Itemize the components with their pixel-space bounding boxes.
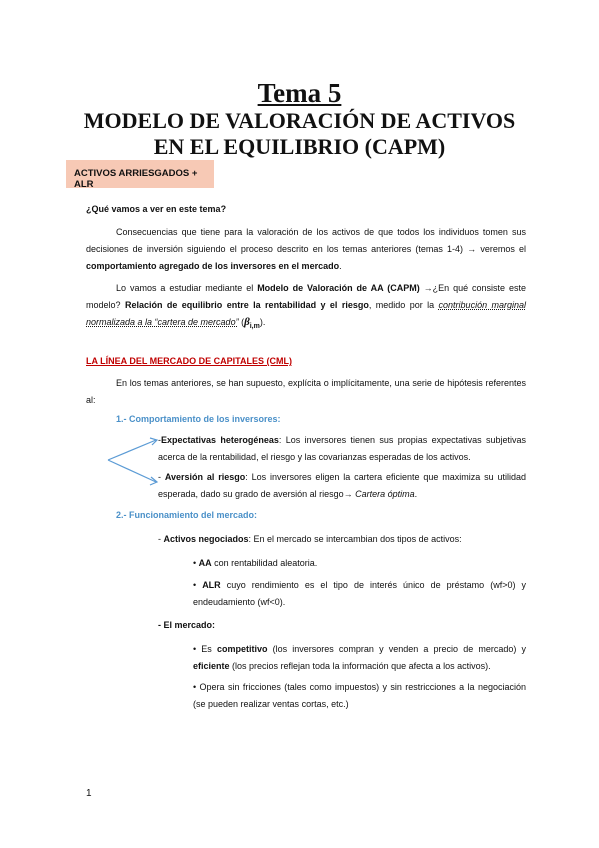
paragraph-consecuencias bbox=[86, 224, 526, 275]
main-title-line1: MODELO DE VALORACIÓN DE ACTIVOS bbox=[83, 108, 516, 133]
p1-text: Consecuencias que tiene para la valoración de los activos de que todos los individuos tomen sus decisiones de inversión siguiendo el proceso descrito en los temas anteriores (temas 1-4) → veremos el bbox=[86, 227, 526, 254]
page-number: 1 bbox=[86, 788, 92, 799]
beta-symbol: β bbox=[244, 316, 250, 328]
item2-dash: - bbox=[158, 472, 165, 482]
bullet1-bold: AA bbox=[198, 558, 212, 568]
s2-item1-text: : En el mercado se intercambian dos tipos de activos: bbox=[248, 534, 462, 544]
item1-dash: - bbox=[158, 435, 161, 445]
item-expectativas bbox=[158, 432, 526, 466]
item1-bold: Expectativas heterogéneas bbox=[161, 435, 279, 445]
bullet3-text-a: • Es bbox=[193, 644, 217, 654]
bullet3-text-e: (los precios reflejan toda la información que afecta a los activos). bbox=[229, 661, 491, 671]
p1-bold: comportamiento agregado de los inversores en el mercado bbox=[86, 261, 340, 271]
item2-text: : Los inversores eligen la cartera eficiente que maximiza su utilidad esperada, dado su grado de aversión al riesgo→ bbox=[158, 472, 526, 499]
section-badge bbox=[66, 160, 214, 188]
tema-title: Tema 5 bbox=[257, 78, 342, 108]
section1-heading: 1.- Comportamiento de los inversores: bbox=[116, 414, 281, 424]
p2-text-j: ). bbox=[259, 317, 266, 327]
bullet3-bold-competitivo: competitivo bbox=[216, 644, 268, 654]
item-activos-negociados bbox=[158, 531, 526, 548]
p2-bold-relacion: Relación de equilibrio entre la rentabilidad y el riesgo bbox=[124, 300, 369, 310]
bullet-aa bbox=[193, 555, 526, 572]
item-el-mercado: - El mercado: bbox=[158, 620, 216, 630]
cml-heading: LA LÍNEA DEL MERCADO DE CAPITALES (CML) bbox=[86, 356, 292, 366]
p2-text-a: Lo vamos a estudiar mediante el bbox=[116, 283, 258, 293]
bullet3-bold-eficiente: eficiente bbox=[193, 661, 230, 671]
paragraph-hipotesis: En los temas anteriores, se han supuesto, explícita o implícitamente, una serie de hipótesis referentes al: bbox=[86, 378, 526, 405]
item-aversion bbox=[158, 469, 526, 503]
bullet1-mark: • bbox=[193, 558, 199, 568]
p2-text-e: , medido por la bbox=[368, 300, 439, 310]
item2-end: . bbox=[414, 489, 418, 499]
section2-heading: 2.- Funcionamiento del mercado: bbox=[116, 510, 258, 520]
p2-italic-contribucion: contribución marginal normalizada a la “cartera de mercado” bbox=[86, 300, 527, 327]
branch-arrow-icon bbox=[104, 432, 160, 492]
bullet2-text: cuyo rendimiento es el tipo de interés único de préstamo (wf>0) y endeudamiento (wf<0). bbox=[193, 580, 526, 607]
bullet2-bold: ALR bbox=[202, 580, 221, 590]
question-heading: ¿Qué vamos a ver en este tema? bbox=[86, 204, 227, 214]
section-badge-label: ACTIVOS ARRIESGADOS + ALR bbox=[74, 168, 198, 190]
bullet-competitivo bbox=[193, 641, 526, 675]
s2-item1-bold: Activos negociados bbox=[163, 534, 249, 544]
s2-item1-dash: - bbox=[158, 534, 164, 544]
p2-text-c: →¿En qué consiste este modelo? bbox=[86, 283, 526, 310]
item1-text: : Los inversores tienen sus propias expectativas subjetivas acerca de la rentabilidad, el riesgo y las covarianzas esperadas de los activos. bbox=[158, 435, 527, 462]
p2-bold-capm: Modelo de Valoración de AA (CAPM) bbox=[257, 283, 420, 293]
item2-italic: Cartera óptima bbox=[355, 489, 415, 499]
paragraph-capm bbox=[86, 280, 526, 335]
bullet1-text: con rentabilidad aleatoria. bbox=[211, 558, 318, 568]
main-title-line2: EN EL EQUILIBRIO (CAPM) bbox=[153, 134, 446, 159]
bullet2-mark: • bbox=[193, 580, 203, 590]
bullet-alr bbox=[193, 577, 526, 611]
p2-text-g: ( bbox=[238, 317, 245, 327]
item2-bold: Aversión al riesgo bbox=[164, 472, 246, 482]
p1-end: . bbox=[339, 261, 342, 271]
bullet3-text-c: (los inversores compran y venden a precio de mercado) y bbox=[267, 644, 527, 654]
beta-subscript: i,m bbox=[249, 322, 260, 330]
bullet-fricciones: • Opera sin fricciones (tales como impuestos) y sin restricciones a la negociación (se pueden realizar ventas cortas, etc.) bbox=[193, 682, 526, 709]
